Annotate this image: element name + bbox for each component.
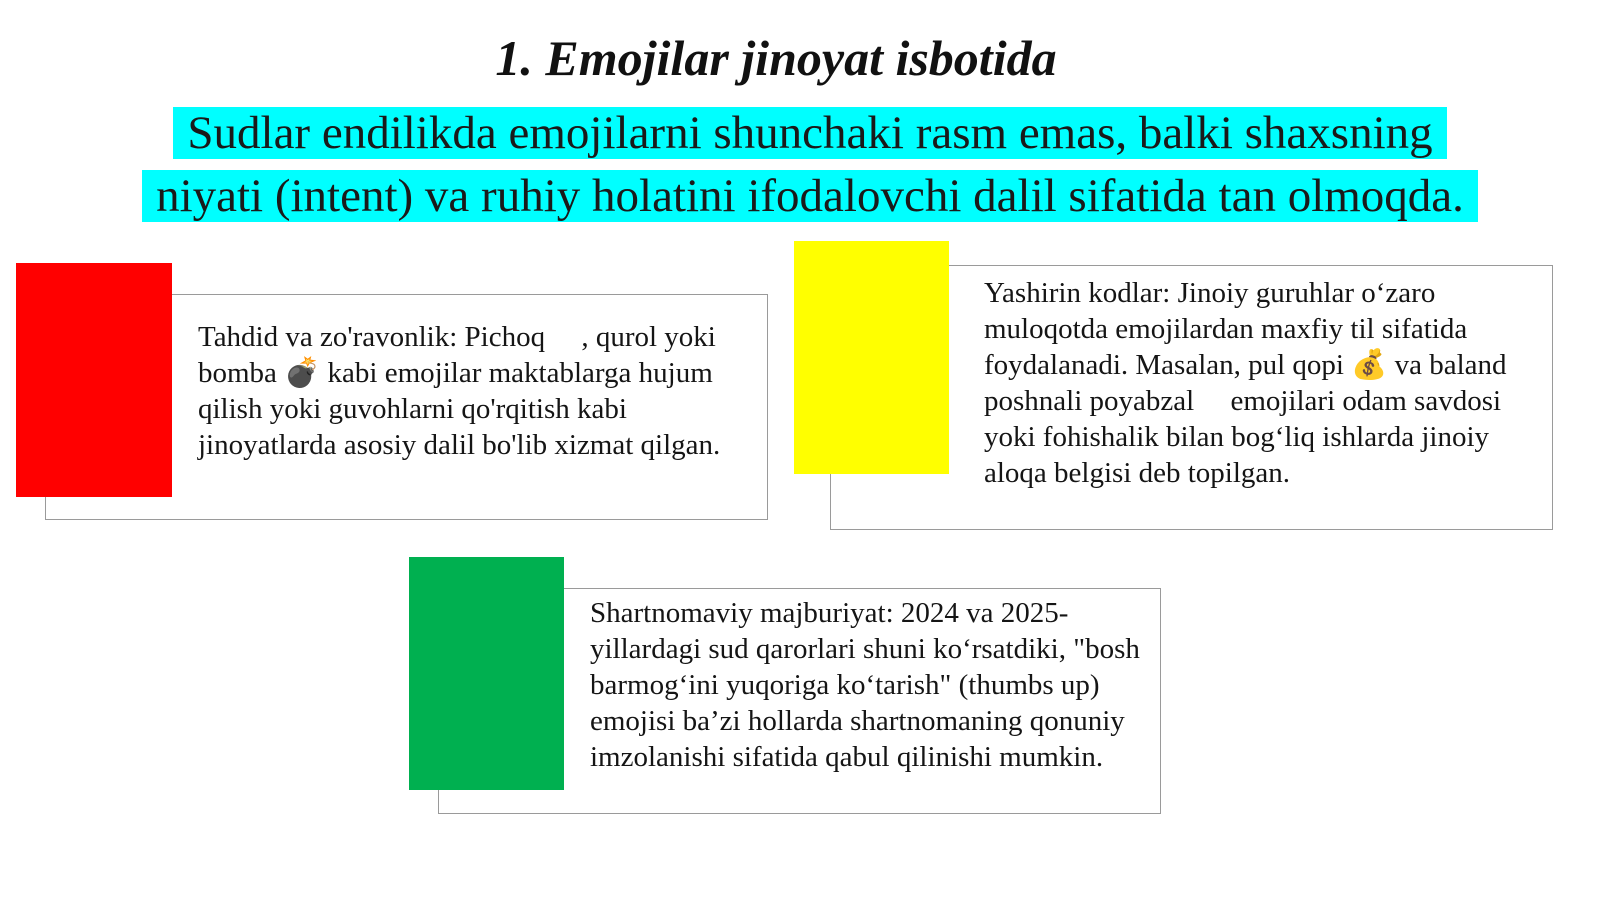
- slide-title: 1. Emojilar jinoyat isbotida: [495, 30, 1057, 86]
- yellow-accent-block: [794, 241, 949, 474]
- lead-line-2: niyati (intent) va ruhiy holatini ifodalovchi dalil sifatida tan olmoqda.: [142, 170, 1478, 222]
- card-text: Yashirin kodlar: Jinoiy guruhlar o‘zaro muloqotda emojilardan maxfiy til sifatida foydalanadi. Masalan, pul qopi 💰 va baland poshnali poyabzal emojilari odam savdosi yoki fohishalik bilan bog‘liq ishlarda jinoiy aloqa belgisi deb topilgan.: [984, 277, 1507, 489]
- red-accent-block: [16, 263, 172, 497]
- green-accent-block: [409, 557, 564, 790]
- card-text: Tahdid va zo'ravonlik: Pichoq , qurol yoki bomba 💣 kabi emojilar maktablarga hujum qilish yoki guvohlarni qo'rqitish kabi jinoyatlarda asosiy dalil bo'lib xizmat qilgan.: [198, 321, 721, 461]
- card-text: Shartnomaviy majburiyat: 2024 va 2025-yillardagi sud qarorlari shuni ko‘rsatdiki, "bosh barmog‘ini yuqoriga ko‘tarish" (thumbs up) emojisi ba’zi hollarda shartnomaning qonuniy imzolanishi sifatida qabul qilinishi mumkin.: [590, 597, 1140, 773]
- lead-line-1: Sudlar endilikda emojilarni shunchaki rasm emas, balki shaxsning: [173, 107, 1446, 159]
- lead-statement: [40, 102, 1580, 228]
